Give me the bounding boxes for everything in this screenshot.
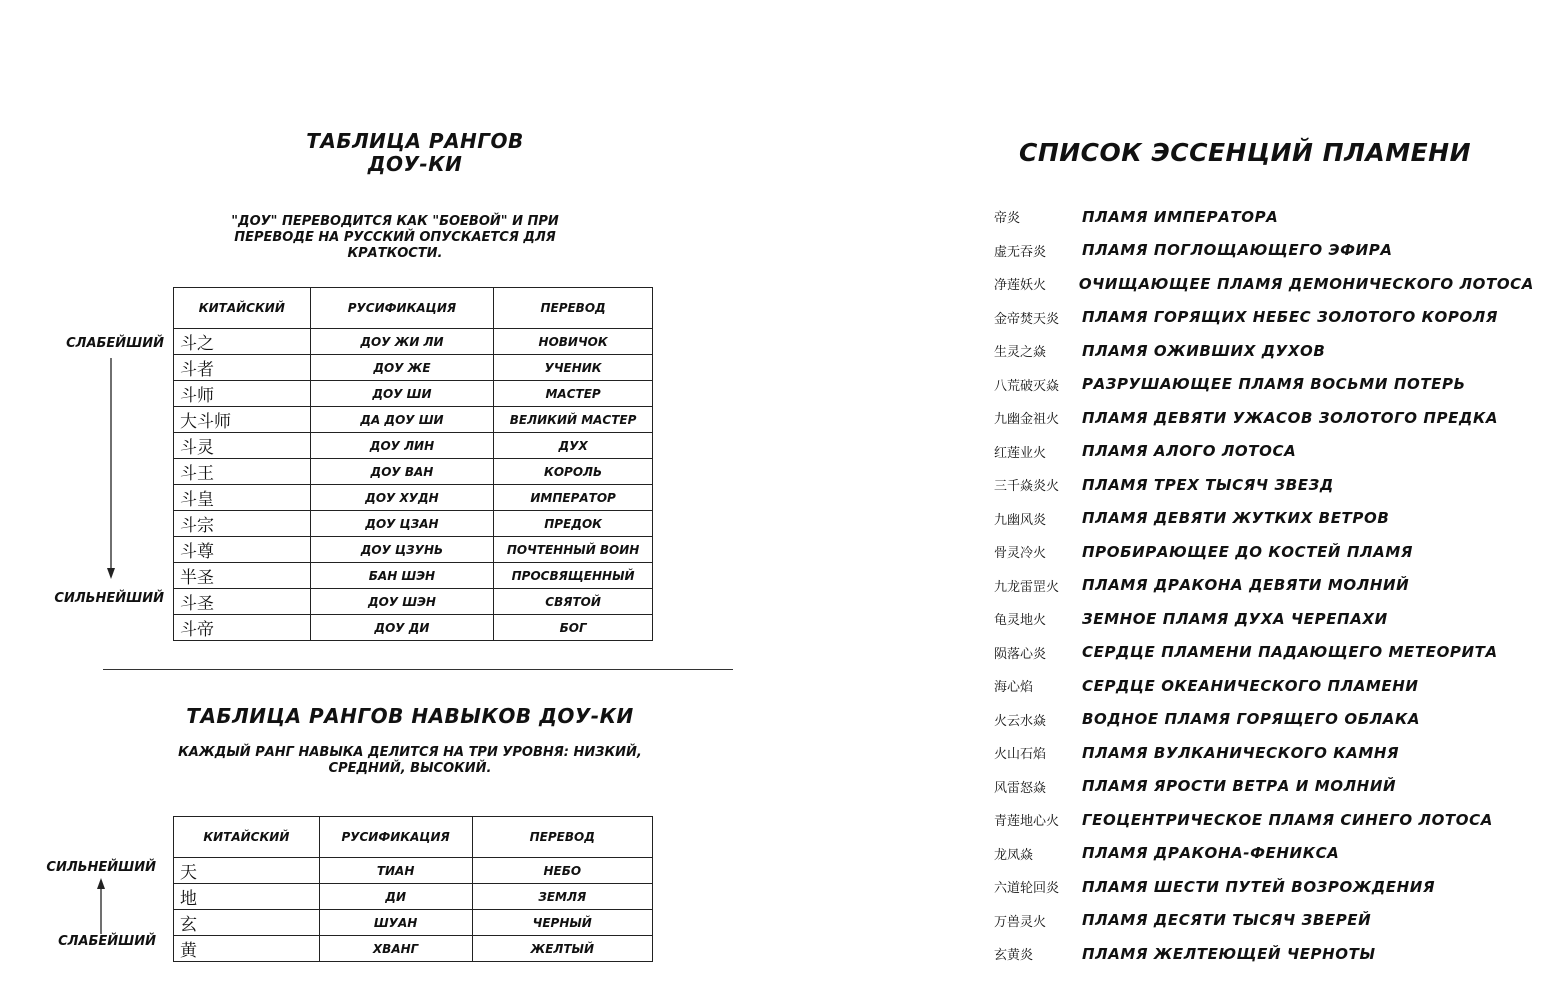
cell-translation: СВЯТОЙ: [494, 589, 653, 615]
flame-russian: РАЗРУШАЮЩЕЕ ПЛАМЯ ВОСЬМИ ПОТЕРЬ: [1082, 375, 1466, 394]
table-row: [174, 381, 653, 407]
cell-translation: КОРОЛЬ: [494, 459, 653, 485]
doqi-table-note: "ДОУ" ПЕРЕВОДИТСЯ КАК "БОЕВОЙ" И ПРИ ПЕРЕВОДЕ НА РУССКИЙ ОПУСКАЕТСЯ ДЛЯ КРАТКОСТИ.: [231, 214, 559, 261]
cell-translation: ПРЕДОК: [494, 511, 653, 537]
cell-russification: ДИ: [319, 884, 472, 910]
cell-translation: ПРОСВЯЩЕННЫЙ: [494, 563, 653, 589]
cell-russification: ДОУ ХУДН: [310, 485, 494, 511]
header-chinese: КИТАЙСКИЙ: [174, 288, 311, 329]
flame-russian: ОЧИЩАЮЩЕЕ ПЛАМЯ ДЕМОНИЧЕСКОГО ЛОТОСА: [1078, 274, 1534, 293]
flame-list-title: СПИСОК ЭССЕНЦИЙ ПЛАМЕНИ: [1018, 138, 1472, 167]
flame-russian: ПЛАМЯ ДРАКОНА-ФЕНИКСА: [1082, 844, 1340, 863]
cell-russification: ДОУ ШЭН: [310, 589, 494, 615]
cell-translation: ПОЧТЕННЫЙ ВОИН: [494, 537, 653, 563]
flame-russian: СЕРДЦЕ ПЛАМЕНИ ПАДАЮЩЕГО МЕТЕОРИТА: [1082, 643, 1498, 662]
cell-chinese: 地: [174, 884, 320, 910]
cell-chinese: 天: [174, 858, 320, 884]
list-item: [994, 937, 1534, 971]
flame-chinese: 龟灵地火: [994, 613, 1047, 629]
flame-russian: ГЕОЦЕНТРИЧЕСКОЕ ПЛАМЯ СИНЕГО ЛОТОСА: [1082, 810, 1493, 829]
cell-russification: ШУАН: [319, 910, 472, 936]
list-item: [994, 535, 1534, 569]
list-item: [994, 870, 1534, 904]
doqi-table-title-line2: ДОУ-КИ: [367, 152, 463, 176]
flame-chinese: 六道轮回炎: [994, 881, 1060, 897]
flame-chinese: 红莲业火: [994, 445, 1047, 461]
header-translation: ПЕРЕВОД: [472, 817, 652, 858]
table-row: [174, 910, 653, 936]
cell-translation: МАСТЕР: [494, 381, 653, 407]
flame-russian: ВОДНОЕ ПЛАМЯ ГОРЯЩЕГО ОБЛАКА: [1082, 710, 1421, 729]
cell-russification: ДОУ ЖЕ: [310, 355, 494, 381]
flame-russian: ПЛАМЯ ДЕВЯТИ УЖАСОВ ЗОЛОТОГО ПРЕДКА: [1082, 408, 1499, 427]
strongest-label: СИЛЬНЕЙШИЙ: [54, 591, 164, 606]
header-translation: ПЕРЕВОД: [494, 288, 653, 329]
list-item: [994, 435, 1534, 469]
cell-russification: ДОУ ШИ: [310, 381, 494, 407]
cell-chinese: 斗帝: [174, 615, 311, 641]
cell-russification: ДОУ ЦЗАН: [310, 511, 494, 537]
cell-russification: ХВАНГ: [319, 936, 472, 962]
list-item: [994, 301, 1534, 335]
list-item: [994, 669, 1534, 703]
table-row: [174, 858, 653, 884]
flame-russian: ПЛАМЯ ГОРЯЩИХ НЕБЕС ЗОЛОТОГО КОРОЛЯ: [1082, 308, 1499, 327]
flame-russian: ПЛАМЯ ПОГЛОЩАЮЩЕГО ЭФИРА: [1082, 241, 1393, 260]
list-item: [994, 770, 1534, 804]
flame-list: [994, 200, 1534, 971]
flame-chinese: 九龙雷罡火: [994, 579, 1060, 595]
cell-translation: ДУХ: [494, 433, 653, 459]
list-item: [994, 368, 1534, 402]
skill-table-title: ТАБЛИЦА РАНГОВ НАВЫКОВ ДОУ-КИ: [186, 704, 634, 728]
list-item: [994, 468, 1534, 502]
flame-russian: ПЛАМЯ ДЕСЯТИ ТЫСЯЧ ЗВЕРЕЙ: [1082, 911, 1372, 930]
strongest-label: СИЛЬНЕЙШИЙ: [46, 860, 156, 875]
cell-russification: ДОУ ЦЗУНЬ: [310, 537, 494, 563]
table-row: [174, 884, 653, 910]
doqi-rank-table: [173, 287, 653, 641]
list-item: [994, 636, 1534, 670]
cell-translation: ЖЕЛТЫЙ: [472, 936, 652, 962]
table-row: [174, 355, 653, 381]
list-item: [994, 401, 1534, 435]
cell-russification: ДОУ ДИ: [310, 615, 494, 641]
flame-chinese: 三千焱炎火: [994, 479, 1060, 495]
table-header-row: [174, 817, 653, 858]
table-header-row: [174, 288, 653, 329]
cell-chinese: 黄: [174, 936, 320, 962]
table-row: [174, 433, 653, 459]
list-item: [994, 837, 1534, 871]
cell-russification: ДА ДОУ ШИ: [310, 407, 494, 433]
flame-russian: ПЛАМЯ ДРАКОНА ДЕВЯТИ МОЛНИЙ: [1082, 576, 1410, 595]
cell-chinese: 斗王: [174, 459, 311, 485]
flame-russian: ПЛАМЯ ДЕВЯТИ ЖУТКИХ ВЕТРОВ: [1082, 509, 1390, 528]
header-russification: РУСИФИКАЦИЯ: [310, 288, 494, 329]
table-row: [174, 459, 653, 485]
list-item: [994, 267, 1534, 301]
header-chinese: КИТАЙСКИЙ: [174, 817, 320, 858]
cell-translation: ЗЕМЛЯ: [472, 884, 652, 910]
cell-translation: НЕБО: [472, 858, 652, 884]
table-row: [174, 563, 653, 589]
flame-chinese: 火山石焰: [994, 747, 1047, 763]
list-item: [994, 234, 1534, 268]
flame-chinese: 虚无吞炎: [994, 244, 1047, 260]
list-item: [994, 569, 1534, 603]
cell-russification: ДОУ ЛИН: [310, 433, 494, 459]
doqi-table-title: [200, 130, 630, 176]
list-item: [994, 736, 1534, 770]
cell-russification: ДОУ ЖИ ЛИ: [310, 329, 494, 355]
header-russification: РУСИФИКАЦИЯ: [319, 817, 472, 858]
flame-russian: ПРОБИРАЮЩЕЕ ДО КОСТЕЙ ПЛАМЯ: [1082, 542, 1414, 561]
doqi-table-title-line1: ТАБЛИЦА РАНГОВ: [306, 129, 524, 153]
cell-chinese: 玄: [174, 910, 320, 936]
flame-chinese: 净莲妖火: [994, 278, 1047, 294]
flame-chinese: 风雷怒焱: [994, 780, 1047, 796]
skill-table-note: КАЖДЫЙ РАНГ НАВЫКА ДЕЛИТСЯ НА ТРИ УРОВНЯ: НИЗКИЙ, СРЕДНИЙ, ВЫСОКИЙ.: [178, 745, 642, 776]
flame-russian: ПЛАМЯ ИМПЕРАТОРА: [1082, 207, 1279, 226]
cell-chinese: 斗尊: [174, 537, 311, 563]
cell-chinese: 斗师: [174, 381, 311, 407]
list-item: [994, 602, 1534, 636]
flame-russian: ПЛАМЯ ЖЕЛТЕЮЩЕЙ ЧЕРНОТЫ: [1082, 944, 1376, 963]
flame-russian: ПЛАМЯ ОЖИВШИХ ДУХОВ: [1082, 341, 1326, 360]
flame-chinese: 玄黄炎: [994, 948, 1034, 964]
cell-russification: БАН ШЭН: [310, 563, 494, 589]
table-row: [174, 329, 653, 355]
list-item: [994, 334, 1534, 368]
table-row: [174, 936, 653, 962]
table-row: [174, 485, 653, 511]
cell-russification: ТИАН: [319, 858, 472, 884]
cell-chinese: 斗灵: [174, 433, 311, 459]
table-row: [174, 407, 653, 433]
flame-russian: ЗЕМНОЕ ПЛАМЯ ДУХА ЧЕРЕПАХИ: [1082, 609, 1388, 628]
flame-chinese: 金帝焚天炎: [994, 311, 1060, 327]
flame-chinese: 九幽风炎: [994, 512, 1047, 528]
flame-chinese: 火云水焱: [994, 713, 1047, 729]
down-arrow-icon: [104, 358, 118, 580]
flame-russian: ПЛАМЯ ТРЕХ ТЫСЯЧ ЗВЕЗД: [1082, 475, 1334, 494]
table-row: [174, 615, 653, 641]
cell-translation: ВЕЛИКИЙ МАСТЕР: [494, 407, 653, 433]
skill-rank-table: [173, 816, 653, 962]
cell-chinese: 斗宗: [174, 511, 311, 537]
list-item: [994, 803, 1534, 837]
flame-russian: ПЛАМЯ ВУЛКАНИЧЕСКОГО КАМНЯ: [1082, 743, 1400, 762]
cell-russification: ДОУ ВАН: [310, 459, 494, 485]
flame-chinese: 骨灵冷火: [994, 546, 1047, 562]
list-item: [994, 502, 1534, 536]
cell-chinese: 斗者: [174, 355, 311, 381]
flame-chinese: 海心焰: [994, 680, 1034, 696]
flame-chinese: 生灵之焱: [994, 345, 1047, 361]
flame-russian: ПЛАМЯ ЯРОСТИ ВЕТРА И МОЛНИЙ: [1082, 777, 1397, 796]
cell-chinese: 斗之: [174, 329, 311, 355]
section-divider: [103, 669, 733, 670]
list-item: [994, 904, 1534, 938]
weakest-label: СЛАБЕЙШИЙ: [58, 934, 156, 949]
weakest-label: СЛАБЕЙШИЙ: [66, 336, 164, 351]
cell-translation: НОВИЧОК: [494, 329, 653, 355]
table-row: [174, 589, 653, 615]
table-row: [174, 537, 653, 563]
flame-russian: ПЛАМЯ ШЕСТИ ПУТЕЙ ВОЗРОЖДЕНИЯ: [1082, 877, 1436, 896]
flame-chinese: 陨落心炎: [994, 646, 1047, 662]
cell-chinese: 斗皇: [174, 485, 311, 511]
cell-chinese: 半圣: [174, 563, 311, 589]
flame-russian: СЕРДЦЕ ОКЕАНИЧЕСКОГО ПЛАМЕНИ: [1082, 676, 1419, 695]
flame-chinese: 龙凤焱: [994, 847, 1034, 863]
cell-translation: БОГ: [494, 615, 653, 641]
flame-chinese: 八荒破灭焱: [994, 378, 1060, 394]
cell-chinese: 斗圣: [174, 589, 311, 615]
flame-chinese: 九幽金祖火: [994, 412, 1060, 428]
list-item: [994, 703, 1534, 737]
up-arrow-icon: [94, 878, 108, 934]
flame-chinese: 青莲地心火: [994, 814, 1060, 830]
flame-chinese: 万兽灵火: [994, 914, 1047, 930]
cell-chinese: 大斗师: [174, 407, 311, 433]
flame-chinese: 帝炎: [994, 211, 1021, 227]
cell-translation: ЧЕРНЫЙ: [472, 910, 652, 936]
flame-russian: ПЛАМЯ АЛОГО ЛОТОСА: [1082, 442, 1297, 461]
list-item: [994, 200, 1534, 234]
table-row: [174, 511, 653, 537]
cell-translation: УЧЕНИК: [494, 355, 653, 381]
cell-translation: ИМПЕРАТОР: [494, 485, 653, 511]
